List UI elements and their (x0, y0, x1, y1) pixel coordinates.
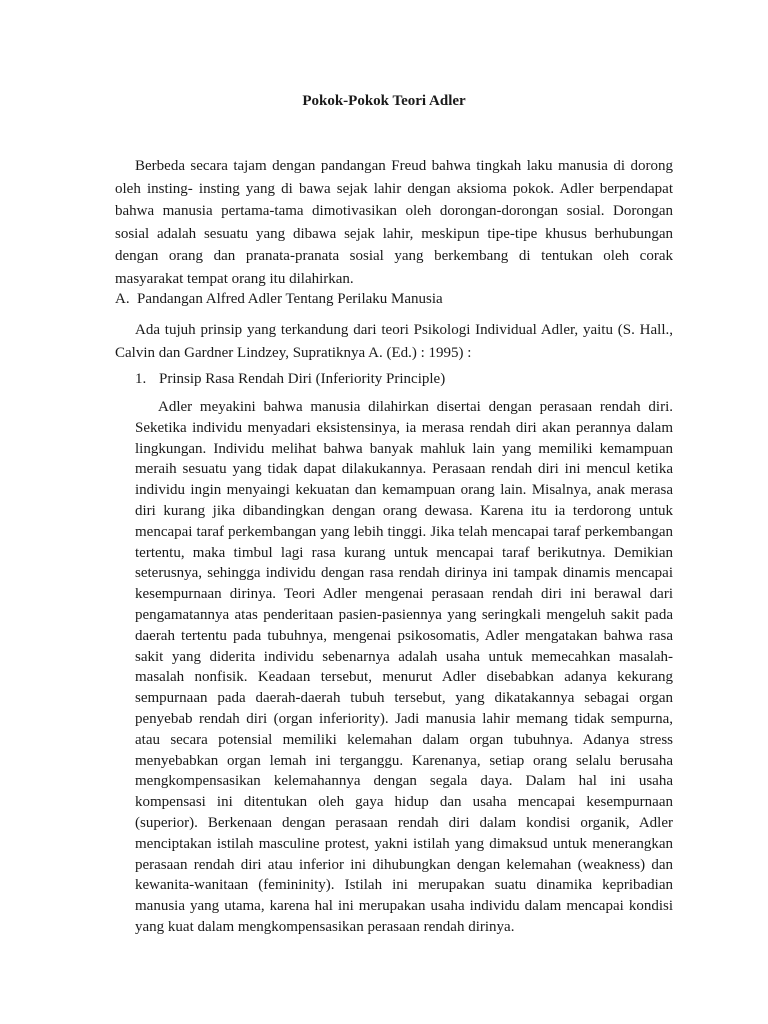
section-a-heading (115, 288, 443, 311)
subsection-1-heading (135, 368, 445, 391)
section-a-lead-paragraph: Ada tujuh prinsip yang terkandung dari teori Psikologi Individual Adler, yaitu (S. Hall., Calvin dan Gardner Lindzey, Supratiknya A. (Ed.) : 1995) : (115, 322, 673, 361)
section-a-marker: A. (115, 291, 130, 307)
subsection-1-body-paragraph: Adler meyakini bahwa manusia dilahirkan disertai dengan perasaan rendah diri. Seketika individu menyadari eksistensinya, ia merasa rendah diri akan perannya dalam lingkungan. Individu melihat bahwa banyak mahluk lain yang memiliki kemampuan meraih sesuatu yang tidak dapat dilakukannya. Perasaan rendah diri ini mencul ketika individu ingin menyaingi kekuatan dan kemampuan orang lain. Misalnya, anak merasa diri kurang jika dibandingkan dengan orang dewasa. Karena itu ia terdorong untuk mencapai taraf perkembangan yang lebih tinggi. Jika telah mencapai taraf perkembangan tertentu, maka timbul lagi rasa kurang untuk mencapai taraf berikutnya. Demikian seterusnya, sehingga individu dengan rasa rendah dirinya ini tampak dinamis mencapai kesempurnaan dirinya. Teori Adler mengenai perasaan rendah diri ini berawal dari pengamatannya atas penderitaan pasien-pasiennya yang seringkali mengeluh sakit pada daerah tertentu pada tubuhnya, mengenai psikosomatis, Adler mengatakan bahwa rasa sakit yang diderita individu sebenarnya adalah usaha untuk memecahkan masalah-masalah nonfisik. Keadaan tersebut, menurut Adler disebabkan adanya kekurang sempurnaan pada daerah-daerah tubuh tersebut, yang dikatakannya sebagai organ penyebab rendah diri (organ inferiority). Jadi manusia lahir memang tidak sempurna, atau secara potensial memiliki kelemahan dalam organ tubuhnya. Adanya stress menyebabkan organ lemah ini terganggu. Karenanya, setiap orang selalu berusaha mengkompensasikan kelemahannya dengan segala daya. Dalam hal ini usaha kompensasi ini ditentukan oleh gaya hidup dan usaha mencapai kesempurnaan (superior). Berkenaan dengan perasaan rendah diri dalam kondisi organik, Adler menciptakan istilah masculine protest, yakni istilah yang dimaksud untuk menerangkan perasaan rendah diri atau inferior ini dihubungkan dengan kelemahan (weakness) dan kewanita-wanitaan (femininity). Istilah ini merupakan suatu dinamika kepribadian manusia yang utama, karena hal ini merupakan usaha individu dalam mencapai kondisi yang kuat dalam mengkompensasikan perasaan rendah dirinya. (135, 399, 673, 935)
intro-paragraph: Berbeda secara tajam dengan pandangan Freud bahwa tingkah laku manusia di dorong oleh insting- insting yang di bawa sejak lahir dengan aksioma pokok. Adler berpendapat bahwa manusia pertama-tama dimotivasikan oleh dorongan-dorongan sosial. Dorongan sosial adalah sesuatu yang dibawa sejak lahir, meskipun tipe-tipe khusus berhubungan dengan orang dan pranata-pranata sosial yang berkembang di tentukan oleh corak masyarakat tempat orang itu dilahirkan. (115, 158, 673, 287)
subsection-1-heading-text: Prinsip Rasa Rendah Diri (Inferiority Principle) (159, 371, 446, 387)
document-title: Pokok-Pokok Teori Adler (302, 93, 466, 109)
subsection-1-marker: 1. (135, 371, 147, 387)
section-a-heading-text: Pandangan Alfred Adler Tentang Perilaku Manusia (137, 291, 443, 307)
